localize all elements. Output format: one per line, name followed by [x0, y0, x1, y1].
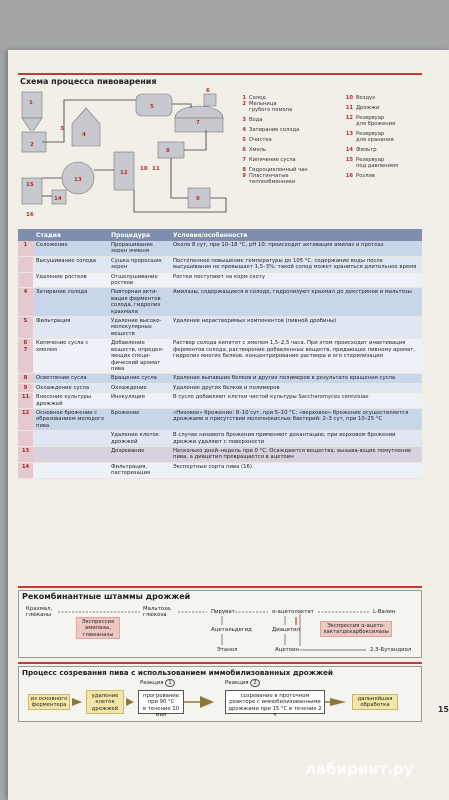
schema-title: Схема процесса пивоварения [20, 77, 157, 86]
yeast-divider [18, 586, 422, 588]
row-conditions: Удаление выпавших белков и других полимеров в результате вращения сусла [170, 374, 422, 383]
reaction-2-num: 2 [250, 679, 259, 687]
starch-label: Крахмал, глюканы [26, 606, 53, 618]
row-number [18, 272, 33, 288]
row-procedure: Инокуляция [108, 393, 170, 409]
row-procedure: Фильтрация, пастеризация [108, 462, 170, 478]
diagram-num-8: 8 [166, 148, 170, 154]
diagram-num-15: 15 [26, 182, 34, 188]
brewing-diagram [16, 86, 234, 220]
diagram-num-3: 3 [60, 126, 64, 132]
table-row [18, 272, 422, 288]
row-stage: Кипячение сусла с хмелем [33, 339, 108, 374]
row-stage: Удаление ростков [33, 272, 108, 288]
diagram-num-2: 2 [30, 142, 34, 148]
legend-item: 3 Вода [242, 117, 263, 123]
legend-item: 1 Солод [242, 95, 266, 101]
table-row [18, 462, 422, 478]
legend-item: 16 Розлив [345, 173, 375, 179]
diacetyl-label: Диацетил [272, 627, 301, 633]
legend-item: 9 Пластинчатые [242, 173, 289, 179]
legend-item: 12 Резервуар [345, 115, 385, 121]
row-conditions: «Низовое» брожение: 8–10 сут, при 5–10 °С; «верховое» брожение осуществляется дрожжами в присутствии молочнокислых бактерий: 2–3 сут, при 10–25 °С [170, 408, 422, 430]
row-stage: Соложение [33, 241, 108, 256]
acetolactate-label: α-ацетолактат [272, 609, 314, 615]
row-procedure: Повторная акти-вация ферментов солода, гидролиз крахмала [108, 288, 170, 317]
row-procedure: Охлаждение [108, 383, 170, 392]
acetoin-label: Ацетоин [275, 647, 300, 653]
legend-left [237, 95, 308, 185]
diagram-num-9: 9 [196, 196, 200, 202]
row-procedure: Удаление высоко-молекулярных веществ [108, 317, 170, 339]
schema-divider [18, 73, 422, 75]
row-procedure: Брожение [108, 408, 170, 430]
row-procedure: Добавление веществ, определ-яющих специ-фический аромат пива [108, 339, 170, 374]
row-stage [33, 431, 108, 447]
column-header-stage: Стадия [33, 229, 108, 241]
page-number: 15 [437, 705, 449, 714]
legend-item: 8 Гидроциклонный чан [242, 167, 308, 173]
further-processing-box: дальнейшая обработка [352, 694, 398, 710]
table-row [18, 339, 422, 374]
row-stage: Осветление сусла [33, 374, 108, 383]
diagram-num-7: 7 [196, 120, 200, 126]
row-procedure: Сушка проросших зерен [108, 256, 170, 272]
table-row [18, 383, 422, 392]
row-number [18, 256, 33, 272]
row-conditions: Ростки поступают на корм скоту [170, 272, 422, 288]
diagram-num-4: 4 [82, 132, 86, 138]
row-conditions: В случае низового брожения применяют декантацию, при верховом брожении дрожжи удаляют с поверхности [170, 431, 422, 447]
butanediol-label: 2,3-Бутандиол [370, 647, 412, 653]
row-procedure: Вращение сусла [108, 374, 170, 383]
legend-item: 15 Резервуар [345, 157, 385, 163]
row-conditions: Около 8 сут, при 10–18 °С, рН 10: происходит активация амилаз и протеаз [170, 241, 422, 256]
row-conditions: Амилазы, содержащиеся в солоде, гидролизуют крахмал до декстринов и мальтозы [170, 288, 422, 317]
legend-item: 4 Затирание солода [242, 127, 300, 133]
legend-item: 6 Хмель [242, 147, 267, 153]
row-conditions: Раствор солода кипятят с хмелем 1,5–2,5 часа. При этом происходит инактивация ферментов солода, растворение добавленных веществ, придающих пивному аромат, гидролиз многих белков, концентрирование раствора и его стерилизация [170, 339, 422, 374]
reaction-2-label: Реакция 2 [225, 680, 260, 686]
row-stage: Внесение культуры дрожжей [33, 393, 108, 409]
row-conditions: Удаление нерастворимых компонентов (пивной дробины) [170, 317, 422, 339]
legend-item: 10 Воздух [345, 95, 376, 101]
acetaldehyde-label: Ацетальдегид [211, 627, 252, 633]
row-procedure: Дозревание [108, 446, 170, 462]
legend-item: 7 Кипячение сусла [242, 157, 296, 163]
ethanol-label: Этанол [217, 647, 238, 653]
diagram-num-16: 16 [26, 212, 34, 218]
row-number: 4 [18, 288, 33, 317]
row-number: 14 [18, 462, 33, 478]
pyruvate-label: Пируват [211, 609, 235, 615]
diagram-num-1: 1 [29, 100, 33, 106]
row-stage [33, 446, 108, 462]
legend-item: для хранения [356, 137, 394, 143]
row-number: 9 [18, 383, 33, 392]
yeast-title: Рекомбинантные штаммы дрожжей [22, 592, 191, 601]
table-row [18, 431, 422, 447]
diagram-num-10: 10 [140, 166, 148, 172]
row-conditions: Экспортные сорта пива (16) [170, 462, 422, 478]
row-number: 5 [18, 317, 33, 339]
reaction-1-label: Реакция 1 [140, 680, 175, 686]
row-procedure: Прорашивание зерен ячменя [108, 241, 170, 256]
row-number: 11 [18, 393, 33, 409]
legend-item: 13 Резервуар [345, 131, 385, 137]
table-row [18, 408, 422, 430]
legend-item: под давлением [356, 163, 398, 169]
maltose-label: Мальтоза, глюкоза [143, 606, 172, 618]
maturation-box: созревание в проточном реакторе с иммобилизованными дрожжами при 15 °С в течение 2 ч [225, 690, 325, 714]
legend-item: для брожения [356, 121, 396, 127]
table-row [18, 288, 422, 317]
legend-right [344, 95, 398, 179]
valine-label: L-Валин [373, 609, 396, 615]
yeast-removal-box: удаление клеток дрожжей [86, 690, 124, 714]
table-row [18, 256, 422, 272]
table-row [18, 374, 422, 383]
diagram-num-12: 12 [120, 170, 128, 176]
legend-item: 2 Мельница [242, 101, 277, 107]
row-conditions: Несколько дней–недель при 0 °С. Осаждаются вещества, вызыва-ющие помутнение пива, а диацетил превращается в ацетоин [170, 446, 422, 462]
immob-divider [18, 662, 422, 664]
row-conditions: В сусло добавляют клетки чистой культуры Saccharomyces cerevisiae [170, 393, 422, 409]
row-conditions: Постепенное повышение температуры до 105 °С, содержание воды после высушивания не превышает 1,5–3%; такой солод может храниться длительное время [170, 256, 422, 272]
legend-item: грубого помола [249, 107, 293, 113]
diagram-num-5: 5 [150, 104, 154, 110]
legend-item: теплообменники [249, 179, 296, 185]
row-number: 1 [18, 241, 33, 256]
reaction-1-num: 1 [165, 679, 174, 687]
row-procedure: Отшелушивание ростков [108, 272, 170, 288]
row-number: 12 [18, 408, 33, 430]
diagram-num-6: 6 [206, 88, 210, 94]
row-number: 6 7 [18, 339, 33, 374]
row-stage: Основное брожение с образованием молодого пива [33, 408, 108, 430]
legend-item: 11 Дрожжи [345, 105, 380, 111]
main-fermenter-box: из основного ферментера [28, 694, 70, 710]
brewing-process-table [18, 229, 422, 479]
watermark: лабиринт.ру [305, 760, 414, 778]
legend-item: 14 Фильтр [345, 147, 377, 153]
row-number: 13 [18, 446, 33, 462]
amylase-expression-box: Экспрессия амилазы, глюканазы [76, 617, 120, 639]
table-row [18, 393, 422, 409]
diagram-num-11: 11 [152, 166, 160, 172]
table-header-row [18, 229, 422, 241]
table-row [18, 317, 422, 339]
row-conditions: Удаление других белков и полимеров [170, 383, 422, 392]
row-stage: Высушивание солода [33, 256, 108, 272]
row-procedure: Удаление клеток дрожжей [108, 431, 170, 447]
row-number [18, 431, 33, 447]
column-header-procedure: Процедура [108, 229, 170, 241]
immob-title: Процесс созревания пива с использованием иммобилизованных дрожжей [22, 668, 333, 677]
row-stage: Фильтрация [33, 317, 108, 339]
legend-item: 5 Очистка [242, 137, 272, 143]
heating-box: прогревание при 90 °С в течение 10 мин [138, 690, 184, 714]
row-stage: Охлаждение сусла [33, 383, 108, 392]
diagram-num-13: 13 [74, 177, 82, 183]
column-header-conditions: Условия/особенности [170, 229, 422, 241]
decarboxylase-expression-box: Экспрессия α-ацето- лактатдекарбоксилазы [320, 621, 392, 637]
diagram-num-14: 14 [54, 196, 62, 202]
row-stage [33, 462, 108, 478]
table-row [18, 241, 422, 256]
table-row [18, 446, 422, 462]
row-stage: Затирание солода [33, 288, 108, 317]
row-number: 8 [18, 374, 33, 383]
